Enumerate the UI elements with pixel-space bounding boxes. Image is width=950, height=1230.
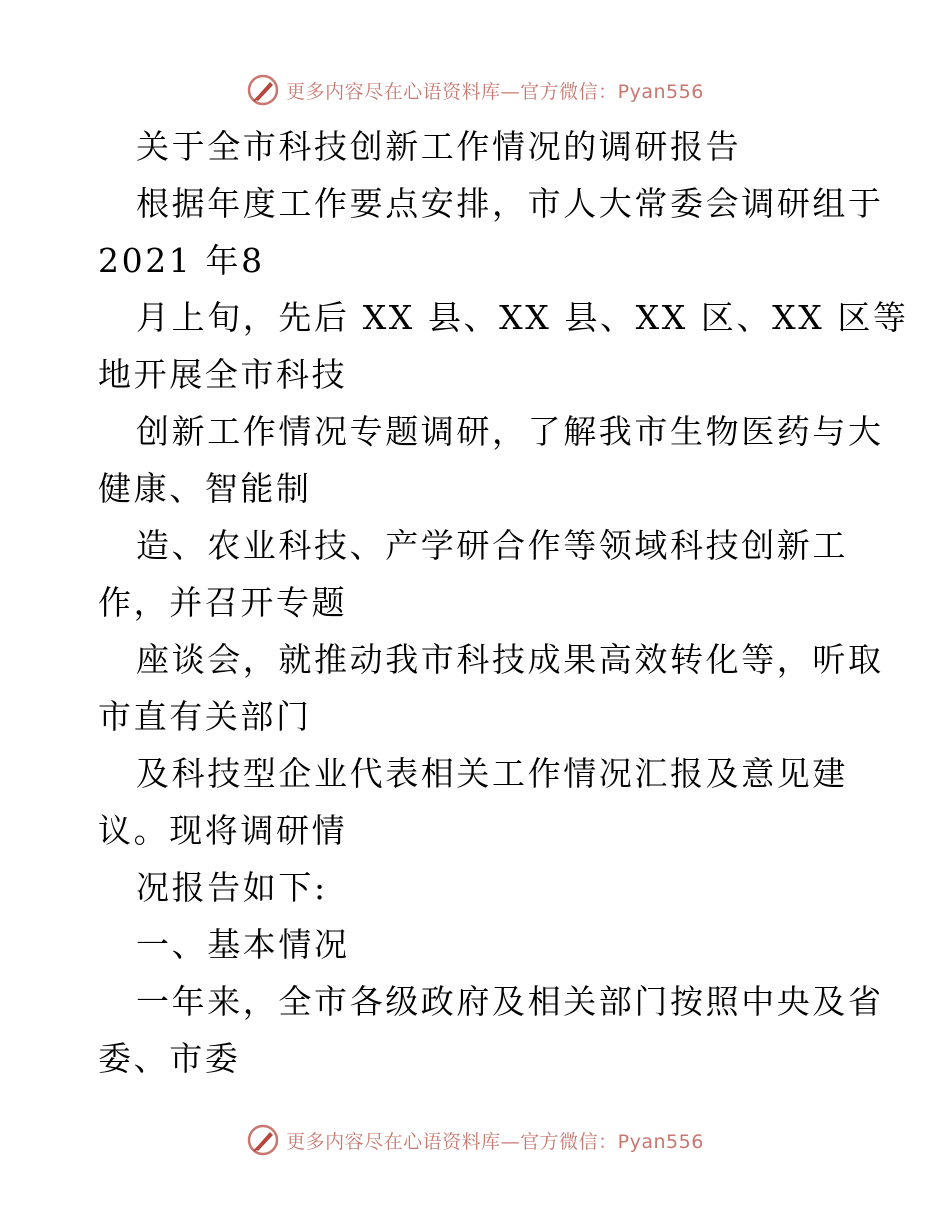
paragraph-line: 根据年度工作要点安排，市人大常委会调研组于 [136, 184, 884, 223]
watermark-text: 更多内容尽在心语资料库—官方微信：Pyan556 [286, 1130, 704, 1153]
paragraph-line: 市直有关部门 [98, 697, 312, 736]
document-title: 关于全市科技创新工作情况的调研报告 [136, 127, 742, 166]
paragraph-line: 月上旬，先后 XX 县、XX 县、XX 区、XX 区等 [136, 298, 909, 337]
paragraph-line: 委、市委 [98, 1039, 241, 1078]
paragraph-line: 2021 年8 [98, 241, 265, 280]
quill-logo-icon [246, 1123, 280, 1157]
section-heading: 一、基本情况 [136, 925, 350, 964]
quill-logo-icon [246, 73, 280, 107]
paragraph-line: 造、农业科技、产学研合作等领域科技创新工 [136, 526, 848, 565]
paragraph-line: 况报告如下: [136, 868, 328, 907]
paragraph-line: 创新工作情况专题调研，了解我市生物医药与大 [136, 412, 884, 451]
footer-watermark [0, 1120, 950, 1160]
paragraph-line: 健康、智能制 [98, 469, 312, 508]
paragraph-line: 作，并召开专题 [98, 583, 348, 622]
paragraph-line: 座谈会，就推动我市科技成果高效转化等，听取 [136, 640, 884, 679]
header-watermark [0, 70, 950, 110]
paragraph-line: 一年来，全市各级政府及相关部门按照中央及省 [136, 982, 884, 1021]
paragraph-line: 地开展全市科技 [98, 355, 348, 394]
paragraph-line: 议。现将调研情 [98, 811, 348, 850]
watermark-text: 更多内容尽在心语资料库—官方微信：Pyan556 [286, 80, 704, 103]
paragraph-line: 及科技型企业代表相关工作情况汇报及意见建 [136, 754, 848, 793]
document-body [98, 118, 909, 1087]
